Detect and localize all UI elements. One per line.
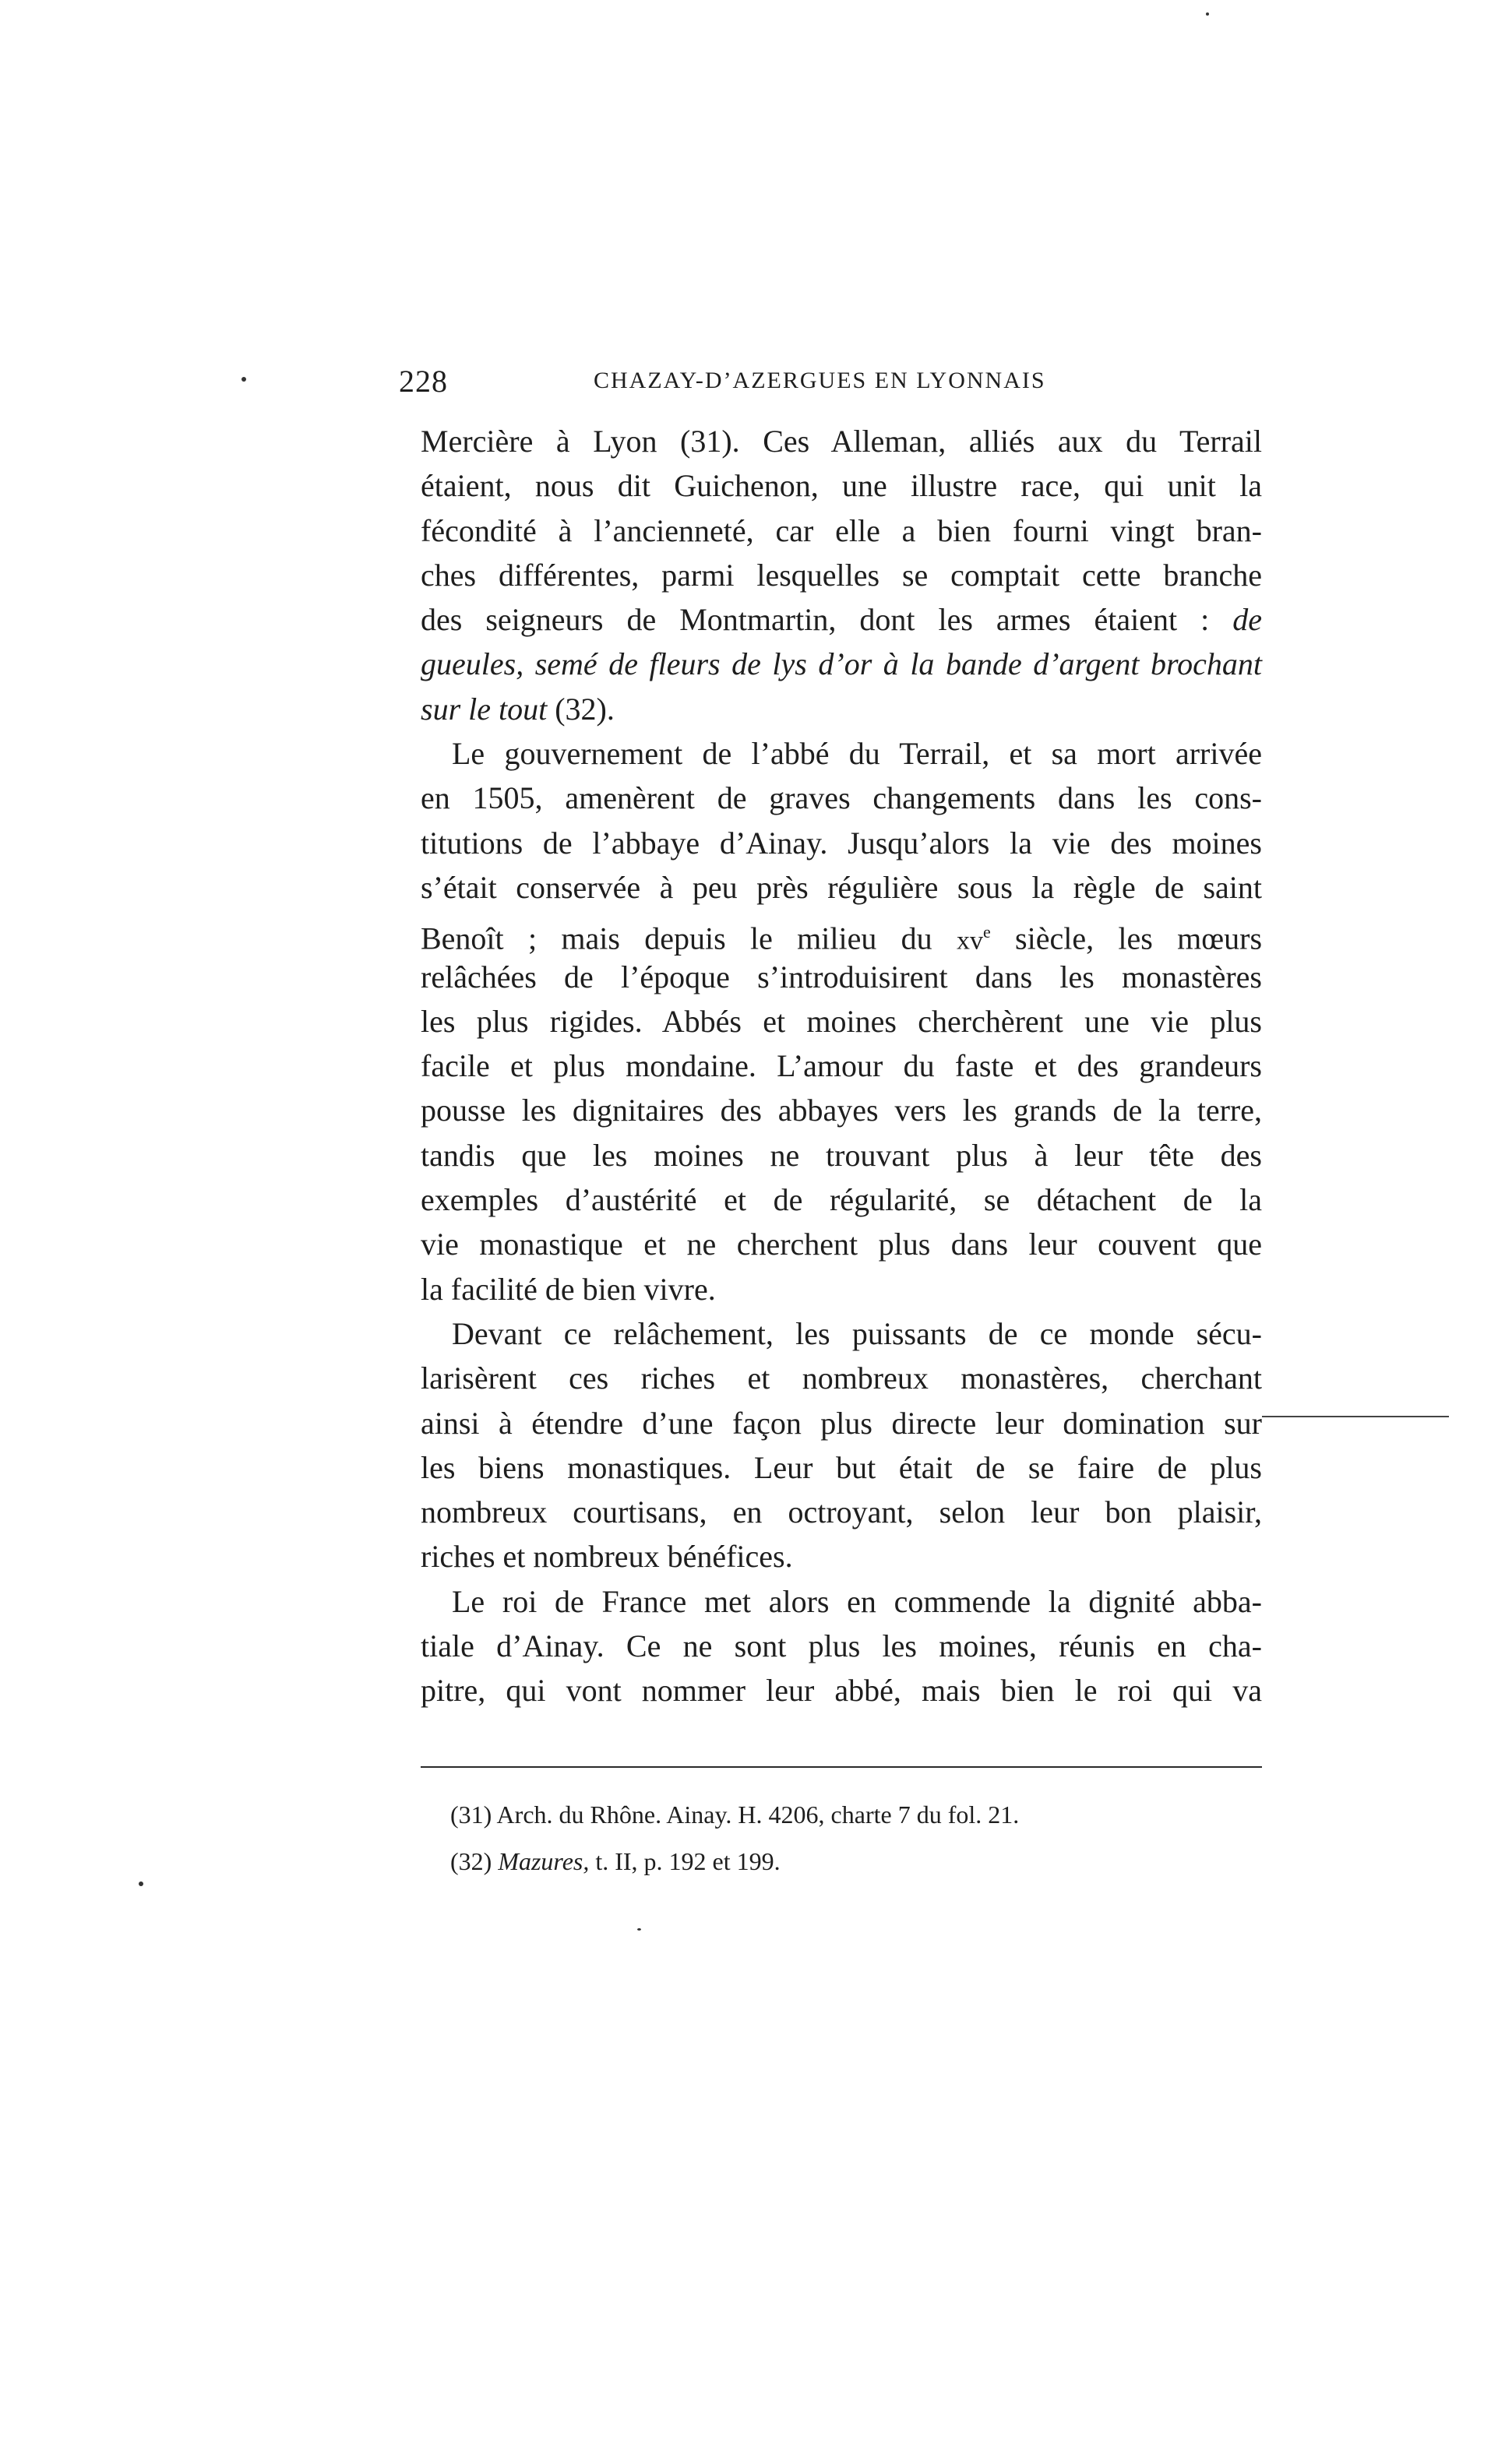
- text-line: titutions de l’abbaye d’Ainay. Jusqu’alors la vie des moines: [421, 825, 1262, 861]
- text-line: les biens monastiques. Leur but était de se faire de plus: [421, 1449, 1262, 1485]
- text-line: gueules, semé de fleurs de lys d’or à la bande d’argent brochant: [421, 646, 1262, 682]
- footnote-divider: [421, 1766, 1262, 1768]
- page-number: 228: [399, 364, 448, 399]
- text-line: tiale d’Ainay. Ce ne sont plus les moines, réunis en cha-: [421, 1628, 1262, 1664]
- text-line: [421, 910, 1262, 954]
- text-line: la facilité de bien vivre.: [421, 1271, 716, 1307]
- scan-speck: [241, 377, 246, 382]
- smallcaps-century: xv: [956, 926, 983, 956]
- text-line: en 1505, amenèrent de graves changements dans les cons-: [421, 780, 1262, 816]
- text-line: pousse les dignitaires des abbayes vers les grands de la terre,: [421, 1093, 1262, 1128]
- text-run: des seigneurs de Montmartin, dont les armes étaient :: [421, 602, 1210, 638]
- text-line: étaient, nous dit Guichenon, une illustre race, qui unit la: [421, 468, 1262, 504]
- text-line: les plus rigides. Abbés et moines cherchèrent une vie plus: [421, 1003, 1262, 1039]
- scan-speck: [1206, 12, 1209, 16]
- text-line: pitre, qui vont nommer leur abbé, mais bien le roi qui va: [421, 1673, 1262, 1709]
- text-line: larisèrent ces riches et nombreux monastères, cherchant: [421, 1360, 1262, 1396]
- footnote-32: [450, 1838, 1260, 1885]
- italic-run: de: [1232, 602, 1263, 638]
- text-run: siècle, les mœurs: [990, 920, 1263, 956]
- text-line: [421, 597, 1262, 642]
- text-run: Benoît ; mais depuis le milieu du: [421, 920, 932, 956]
- text-line: fécondité à l’ancienneté, car elle a bien fourni vingt bran-: [421, 512, 1262, 548]
- text-line: ches différentes, parmi lesquelles se comptait cette branche: [421, 557, 1262, 593]
- footnote-title: Mazures,: [498, 1847, 590, 1875]
- italic-run: sur le tout: [421, 691, 548, 727]
- text-line: riches et nombreux bénéfices.: [421, 1539, 793, 1575]
- text-line: s’était conservée à peu près régulière sous la règle de saint: [421, 869, 1262, 905]
- text-line: Le roi de France met alors en commende la dignité abba-: [452, 1583, 1262, 1619]
- text-line: ainsi à étendre d’une façon plus directe leur domination sur: [421, 1405, 1262, 1441]
- text-line: facile et plus mondaine. L’amour du faste et des grandeurs: [421, 1048, 1262, 1084]
- text-line: relâchées de l’époque s’introduisirent dans les monastères: [421, 959, 1262, 994]
- text-run: (32).: [547, 691, 615, 727]
- text-line: vie monastique et ne cherchent plus dans leur couvent que: [421, 1227, 1262, 1262]
- footnote-31: (31) Arch. du Rhône. Ainay. H. 4206, charte 7 du fol. 21.: [450, 1800, 1020, 1829]
- text-line: nombreux courtisans, en octroyant, selon leur bon plaisir,: [421, 1494, 1262, 1530]
- superscript: e: [982, 922, 991, 942]
- body-text: [421, 419, 1262, 1713]
- scan-speck: [139, 1881, 143, 1886]
- scan-speck: [637, 1928, 641, 1931]
- text-line: exemples d’austérité et de régularité, se détachent de la: [421, 1182, 1262, 1218]
- page-header: [399, 363, 1256, 410]
- text-line: Mercière à Lyon (31). Ces Alleman, alliés aux du Terrail: [421, 424, 1262, 459]
- text-line: Devant ce relâchement, les puissants de ce monde sécu-: [452, 1315, 1262, 1351]
- stray-scan-line: [1262, 1416, 1449, 1417]
- text-line: [421, 687, 1262, 731]
- footnotes: [450, 1791, 1260, 1885]
- text-line: Le gouvernement de l’abbé du Terrail, et sa mort arrivée: [452, 736, 1262, 772]
- footnote-text: t. II, p. 192 et 199.: [589, 1847, 781, 1875]
- text-line: tandis que les moines ne trouvant plus à leur tête des: [421, 1137, 1262, 1173]
- footnote-number: (32): [450, 1847, 492, 1875]
- running-title: CHAZAY-D’AZERGUES EN LYONNAIS: [594, 368, 1046, 393]
